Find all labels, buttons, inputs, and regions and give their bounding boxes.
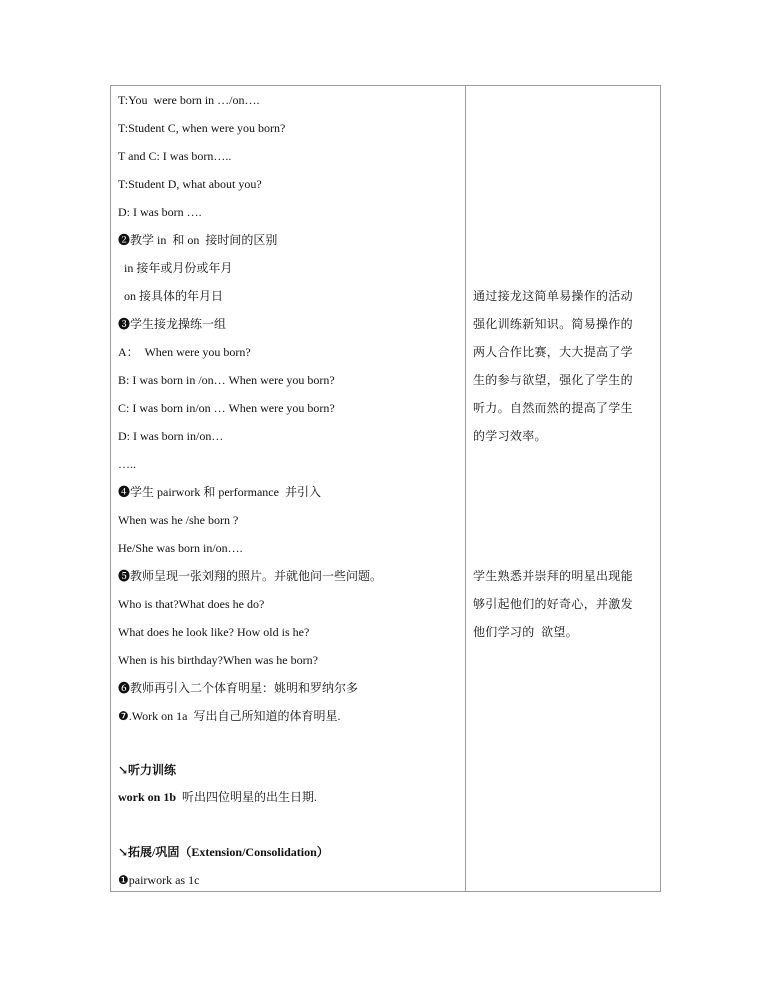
procedure-line: ❷教学 in 和 on 接时间的区别 — [118, 233, 278, 247]
intent-line: 生的参与欲望，强化了学生的 — [473, 373, 633, 387]
procedure-line: ❼.Work on 1a 写出自己所知道的体育明星. — [118, 709, 341, 723]
pairwork-1c-line: ❶pairwork as 1c — [118, 873, 200, 887]
procedure-line: ❻教师再引入二个体育明星：姚明和罗纳尔多 — [118, 681, 359, 695]
procedure-line: When was he /she born ? — [118, 513, 239, 527]
procedure-line: B: I was born in /on… When were you born? — [118, 373, 335, 387]
procedure-line: ❸学生接龙操练一组 — [118, 317, 227, 331]
procedure-line: A： When were you born? — [118, 345, 251, 359]
column-divider — [465, 86, 466, 891]
intent-line: 他们学习的 欲望。 — [473, 625, 579, 639]
intent-line: 学生熟悉并崇拜的明星出现能 — [473, 569, 633, 583]
procedure-line: ….. — [118, 457, 136, 471]
procedure-line: D: I was born in/on… — [118, 429, 224, 443]
procedure-line: in 接年或月份或年月 — [118, 261, 233, 275]
intent-line: 够引起他们的好奇心，并激发 — [473, 597, 633, 611]
procedure-line: T and C: I was born….. — [118, 149, 232, 163]
procedure-line: D: I was born …. — [118, 205, 202, 219]
intent-line: 通过接龙这简单易操作的活动 — [473, 289, 633, 303]
procedure-line: ❹学生 pairwork 和 performance 并引入 — [118, 485, 321, 499]
procedure-line: What does he look like? How old is he? — [118, 625, 310, 639]
extension-heading: ↘拓展/巩固（Extension/Consolidation） — [118, 845, 329, 859]
procedure-line: T:Student D, what about you? — [118, 177, 262, 191]
work-1b-rest: 听出四位明星的出生日期. — [176, 790, 318, 804]
procedure-line: T:Student C, when were you born? — [118, 121, 286, 135]
procedure-line: When is his birthday?When was he born? — [118, 653, 318, 667]
intent-line: 强化训练新知识。简易操作的 — [473, 317, 633, 331]
intent-line: 的学习效率。 — [473, 429, 547, 443]
procedure-line: C: I was born in/on … When were you born? — [118, 401, 335, 415]
procedure-line: He/She was born in/on…. — [118, 541, 243, 555]
procedure-line: ❺教师呈现一张刘翔的照片。并就他问一些问题。 — [118, 569, 383, 583]
lesson-table — [110, 85, 661, 892]
procedure-line: on 接具体的年月日 — [118, 289, 224, 303]
work-1b-line — [118, 789, 317, 805]
listening-heading: ↘听力训练 — [118, 763, 177, 777]
intent-line: 两人合作比赛，大大提高了学 — [473, 345, 633, 359]
work-1b-bold: work on 1b — [118, 790, 177, 804]
procedure-line: T:You were born in …/on…. — [118, 93, 260, 107]
procedure-line: Who is that?What does he do? — [118, 597, 265, 611]
intent-line: 听力。自然而然的提高了学生 — [473, 401, 633, 415]
